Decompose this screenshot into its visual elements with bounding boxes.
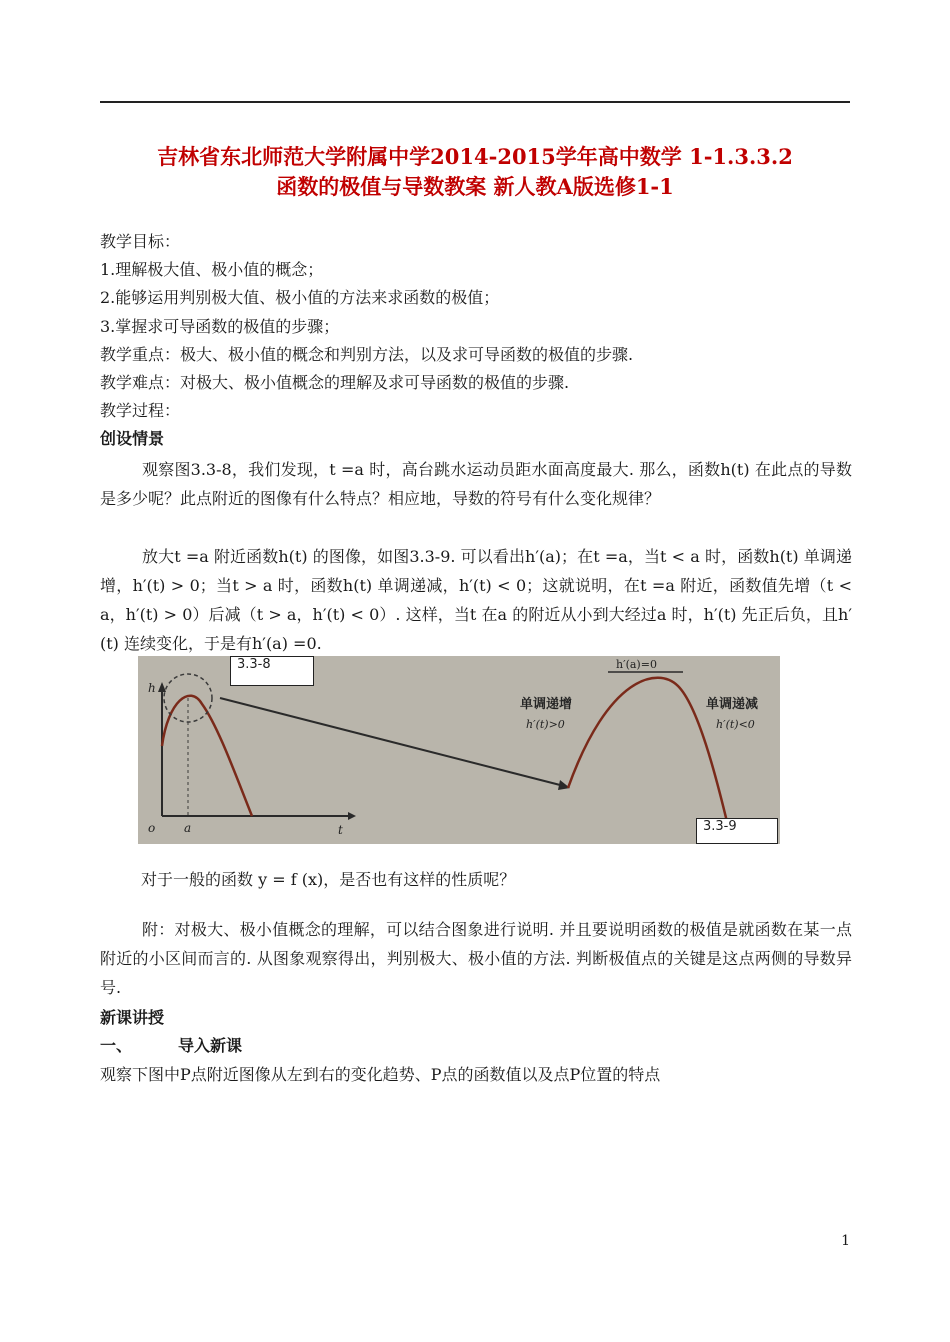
objective-item-1: 1.理解极大值、极小值的概念； (100, 260, 324, 279)
decreasing-condition: h′(t)<0 (716, 718, 755, 731)
process-heading: 教学过程： (100, 401, 181, 420)
section-heading-scenario: 创设情景 (100, 429, 165, 448)
subsection-number: 一、 (100, 1036, 133, 1055)
subsection-title: 导入新课 (178, 1036, 243, 1055)
increasing-label: 单调递增 (520, 697, 573, 712)
axis-label-a: a (184, 821, 192, 835)
h-axis-arrow (158, 682, 166, 692)
question-general-function: 对于一般的函数 y = f (x)，是否也有这样的性质呢？ (141, 870, 516, 889)
objective-item-2: 2.能够运用判别极大值、极小值的方法来求函数的极值； (100, 288, 500, 307)
t-axis-arrow (348, 812, 356, 820)
objective-item-3: 3.掌握求可导函数的极值的步骤； (100, 317, 340, 336)
paragraph-appendix: 附：对极大、极小值概念的理解，可以结合图象进行说明. 并且要说明函数的极值是就函数在某一点附近的小区间而言的. 从图象观察得出，判别极大、极小值的方法. 判断极值点的关键是这点两侧的导数异号. (100, 920, 852, 997)
paragraph-observation: 观察图3.3-8，我们发现，t =a 时，高台跳水运动员距水面高度最大. 那么，函数h(t) 在此点的导数是多少呢？此点附近的图像有什么特点？相应地，导数的符号有什么变化规律？ (100, 460, 852, 508)
difficulty: 教学难点：对极大、极小值概念的理解及求可导函数的极值的步骤. (100, 373, 570, 392)
big-curve (568, 678, 728, 826)
top-label: h′(a)=0 (616, 658, 657, 671)
objectives-heading: 教学目标： (100, 232, 181, 251)
doc-title-line-2: 函数的极值与导数教案 新人教A版选修1-1 (276, 174, 674, 199)
doc-title-line-1: 吉林省东北师范大学附属中学2014-2015学年高中数学 1-1.3.3.2 (157, 144, 793, 169)
observe-instruction: 观察下图中P点附近图像从左到右的变化趋势、P点的函数值以及点P位置的特点 (100, 1065, 661, 1084)
zoom-arrow-line (220, 698, 564, 786)
decreasing-label: 单调递减 (706, 697, 759, 712)
axis-label-o: o (148, 821, 156, 835)
axis-label-h: h (148, 681, 156, 695)
paragraph-zoom: 放大t =a 附近函数h(t) 的图像，如图3.3-9. 可以看出h′(a)；在t =a，当t < a 时，函数h(t) 单调递增，h′(t) > 0；当t > a 时，函数h(t) 单调递减，h′(t) < 0；这就说明，在t =a 附近，函数值先增（t < a，h′(t) > 0）后减（t > a，h′(t) < 0）. 这样，当t 在a 的附近从小到大经过a 时，h′(t) 先正后负，且h′(t) 连续变化，于是有h′(a) =0. (100, 547, 852, 653)
figure-label-3-3-9: 3.3-9 (696, 818, 778, 844)
header-rule (100, 101, 850, 103)
page-number: 1 (841, 1233, 850, 1249)
figure-label-3-3-8: 3.3-8 (230, 656, 314, 686)
figure-diving-height (138, 656, 780, 844)
key-point: 教学重点：极大、极小值的概念和判别方法，以及求可导函数的极值的步骤. (100, 345, 634, 364)
increasing-condition: h′(t)>0 (526, 718, 565, 731)
axis-label-t: t (338, 823, 343, 837)
section-heading-new-lesson: 新课讲授 (100, 1008, 165, 1027)
